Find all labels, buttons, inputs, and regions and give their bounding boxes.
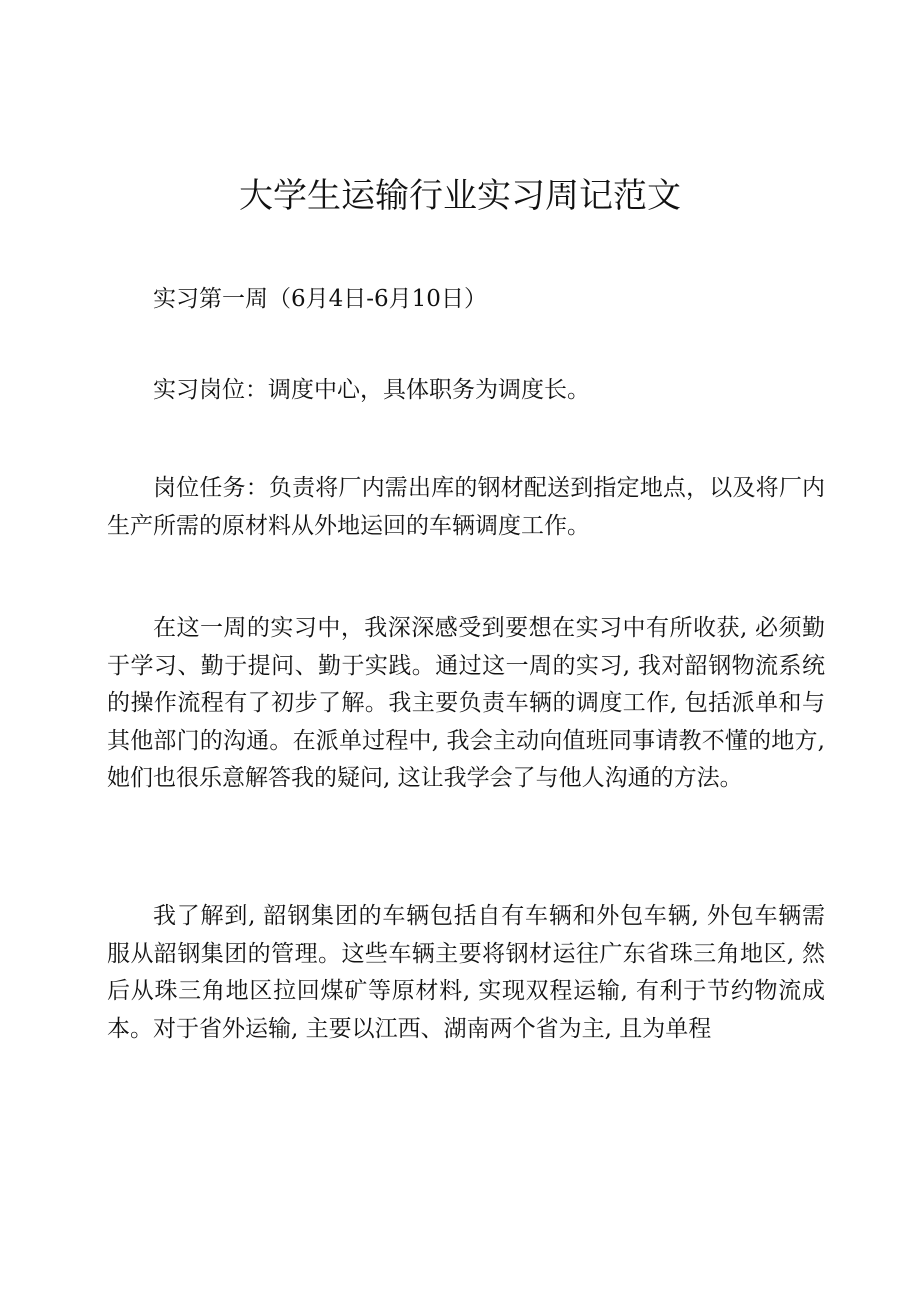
- paragraph-task: 岗位任务：负责将厂内需出库的钢材配送到指定地点，以及将厂内生产所需的原材料从外地运回的车辆调度工作。: [107, 475, 825, 539]
- document-title: 大学生运输行业实习周记范文: [239, 176, 681, 216]
- paragraph-vehicles: 我了解到, 韶钢集团的车辆包括自有车辆和外包车辆, 外包车辆需服从韶钢集团的管理。这些车辆主要将钢材运往广东省珠三角地区, 然后从珠三角地区拉回煤矿等原材料, 实现双程运输, 有利于节约物流成本。对于省外运输, 主要以江西、湖南两个省为主, 且为单程: [107, 903, 825, 1042]
- paragraph-reflection: 在这一周的实习中，我深深感受到要想在实习中有所收获, 必须勤于学习、勤于提问、勤于实践。通过这一周的实习, 我对韶钢物流系统的操作流程有了初步了解。我主要负责车辆的调度工作, 包括派单和与其他部门的沟通。在派单过程中, 我会主动向值班同事请教不懂的地方, 她们也很乐意解答我的疑问, 这让我学会了与他人沟通的方法。: [107, 615, 825, 791]
- paragraph-position: 实习岗位：调度中心，具体职务为调度长。: [153, 377, 590, 403]
- paragraph-week-heading: 实习第一周（6月4日-6月10日）: [153, 286, 487, 312]
